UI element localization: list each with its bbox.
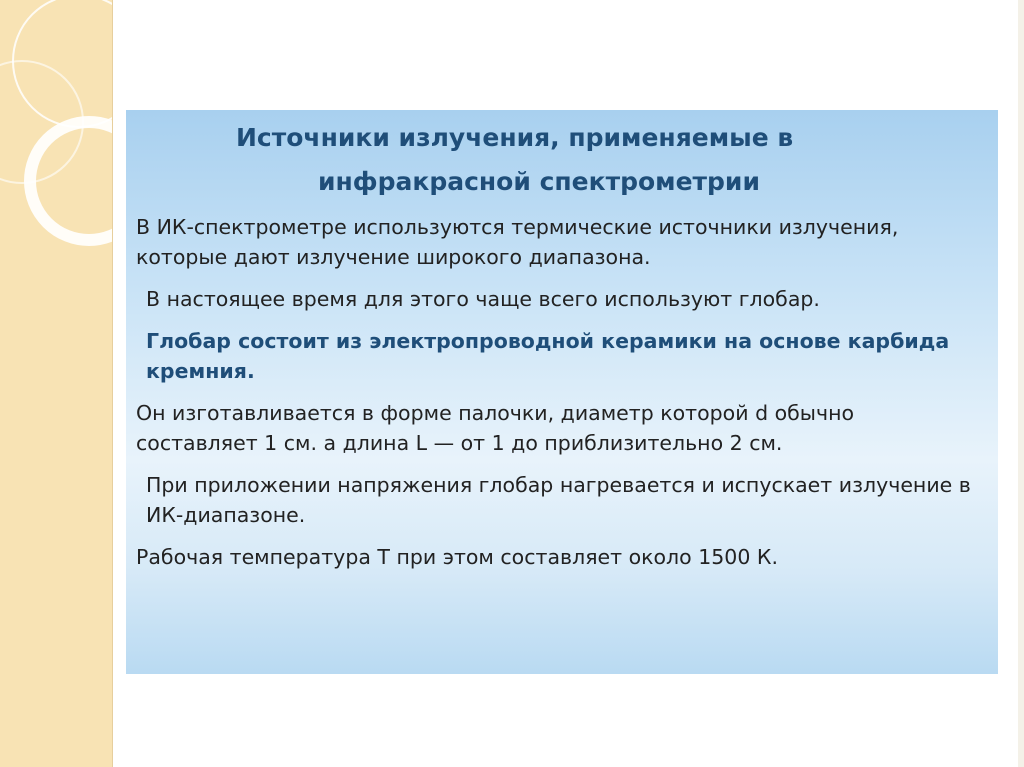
slide-title-line-2: инфракрасной спектрометрии	[318, 167, 760, 196]
slide-content-image	[126, 110, 998, 674]
paragraph-globar-shape: Он изготавливается в форме палочки, диаметр которой d обычно составляет 1 см. а длина L — от 1 до приблизительно 2 см.	[136, 401, 855, 455]
decorative-side-strip	[0, 0, 113, 767]
right-edge-strip	[1018, 0, 1024, 767]
paragraph-thermal-sources: В ИК-спектрометре используются термические источники излучения, которые дают излучение широкого диапазона.	[136, 215, 899, 269]
paragraph-globar-heating: При приложении напряжения глобар нагревается и испускает излучение в ИК-диапазоне.	[146, 473, 971, 527]
paragraph-operating-temperature: Рабочая температура T при этом составляет около 1500 К.	[136, 545, 778, 569]
slide-title	[236, 116, 980, 204]
paragraph-globar-usage: В настоящее время для этого чаще всего используют глобар.	[146, 287, 820, 311]
slide-title-line-1: Источники излучения, применяемые в	[236, 123, 794, 152]
paragraph-globar-composition: Глобар состоит из электропроводной керамики на основе карбида кремния.	[146, 329, 950, 383]
slide-body	[136, 212, 980, 572]
